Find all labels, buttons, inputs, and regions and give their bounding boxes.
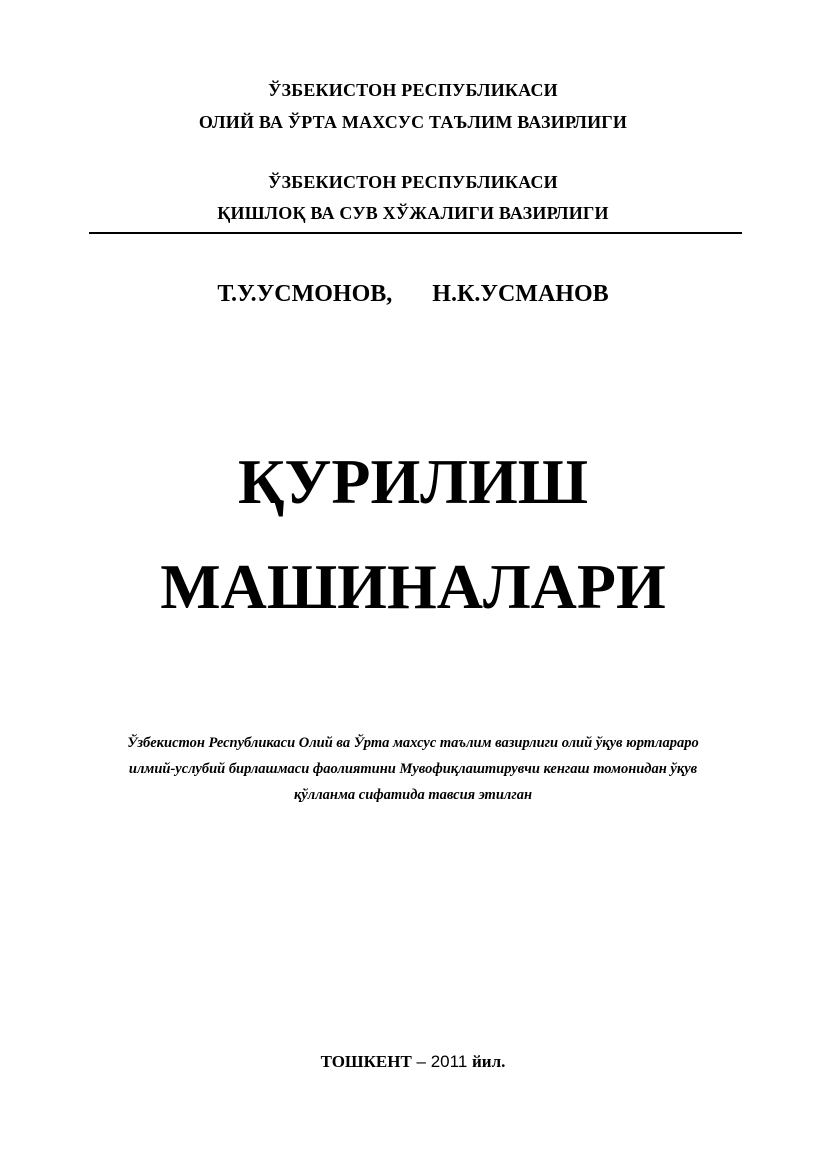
publication-year-word: йил. [472,1052,506,1071]
ministry2-line1: ЎЗБЕКИСТОН РЕСПУБЛИКАСИ [268,172,558,192]
publication-place-year [0,1052,826,1072]
ministry1-line1: ЎЗБЕКИСТОН РЕСПУБЛИКАСИ [268,80,558,100]
authors-line [0,281,826,308]
author-1: Т.У.УСМОНОВ, [217,281,393,307]
ministry2-line2: ҚИШЛОҚ ВА СУВ ХЎЖАЛИГИ ВАЗИРЛИГИ [217,203,609,223]
author-2: Н.К.УСМАНОВ [432,281,609,307]
publication-year: – 2011 [411,1052,473,1071]
header-divider [89,232,742,234]
recommendation-line1: Ўзбекистон Республикаси Олий ва Ўрта махсус таълим вазирлиги олий ўқув юртлараро [127,735,699,751]
book-title-line2: МАШИНАЛАРИ [160,551,666,622]
publication-city: ТОШКЕНТ [320,1052,412,1071]
book-title-line1: ҚУРИЛИШ [238,446,588,517]
ministry1-line2: ОЛИЙ ВА ЎРТА МАХСУС ТАЪЛИМ ВАЗИРЛИГИ [198,112,628,132]
recommendation-line3: қўлланма сифатида тавсия этилган [294,787,532,803]
recommendation-line2: илмий-услубий бирлашмаси фаолиятини Мувофиқлаштирувчи кенгаш томонидан ўқув [128,761,698,777]
